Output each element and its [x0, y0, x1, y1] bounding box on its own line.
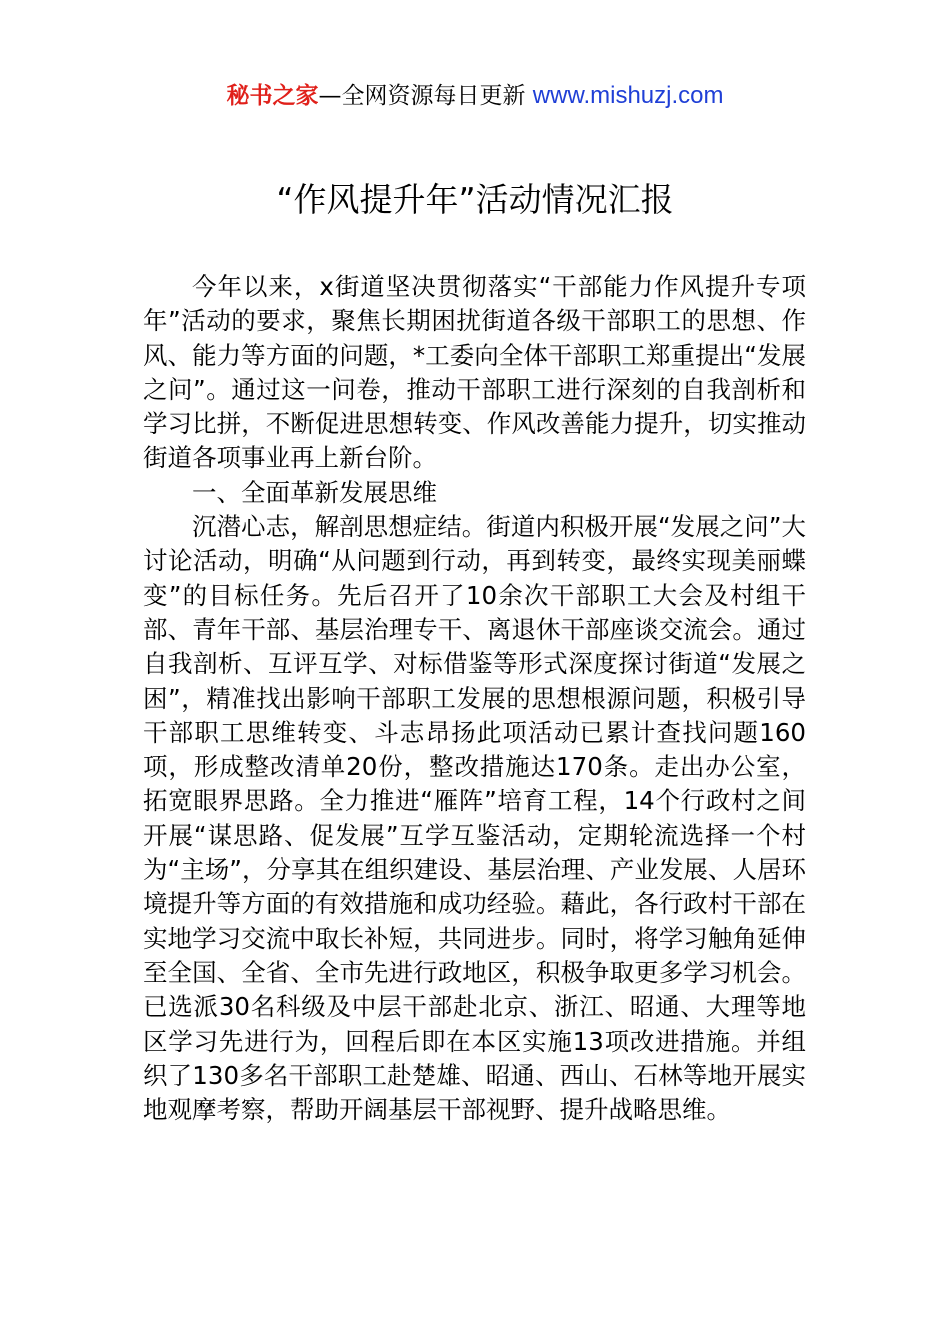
site-header — [0, 78, 950, 114]
section-heading-1: 一、全面革新发展思维 — [192, 477, 437, 507]
document-body — [143, 270, 806, 1127]
paragraph-section-1: 沉潜心志，解剖思想症结。街道内积极开展“发展之问”大讨论活动，明确“从问题到行动，再到转变，最终实现美丽蝶变”的目标任务。先后召开了10余次干部职工大会及村组干部、青年干部、基层治理专干、离退休干部座谈交流会。通过自我剖析、互评互学、对标借鉴等形式深度探讨街道“发展之困”，精准找出影响干部职工发展的思想根源问题，积极引导干部职工思维转变、斗志昂扬此项活动已累计查找问题160项，形成整改清单20份，整改措施达170条。走出办公室，拓宽眼界思路。全力推进“雁阵”培育工程，14个行政村之间开展“谋思路、促发展”互学互鉴活动，定期轮流选择一个村为“主场”，分享其在组织建设、基层治理、产业发展、人居环境提升等方面的有效措施和成功经验。藉此，各行政村干部在实地学习交流中取长补短，共同进步。同时，将学习触角延伸至全国、全省、全市先进行政地区，积极争取更多学习机会。已选派30名科级及中层干部赴北京、浙江、昭通、大理等地区学习先进行为，回程后即在本区实施13项改进措施。并组织了130多名干部职工赴楚雄、昭通、西山、石林等地开展实地观摩考察，帮助开阔基层干部视野、提升战略思维。 — [143, 512, 806, 1125]
document-title: “作风提升年”活动情况汇报 — [276, 180, 674, 219]
site-url[interactable]: www.mishuzj.com — [532, 82, 724, 109]
site-brand: 秘书之家 — [226, 83, 319, 109]
paragraph-intro: 今年以来，x街道坚决贯彻落实“干部能力作风提升专项年”活动的要求，聚焦长期困扰街道各级干部职工的思想、作风、能力等方面的问题，*工委向全体干部职工郑重提出“发展之问”。通过这一问卷，推动干部职工进行深刻的自我剖析和学习比拼，不断促进思想转变、作风改善能力提升，切实推动街道各项事业再上新台阶。 — [143, 272, 806, 473]
site-slogan: —全网资源每日更新 — [318, 83, 526, 109]
